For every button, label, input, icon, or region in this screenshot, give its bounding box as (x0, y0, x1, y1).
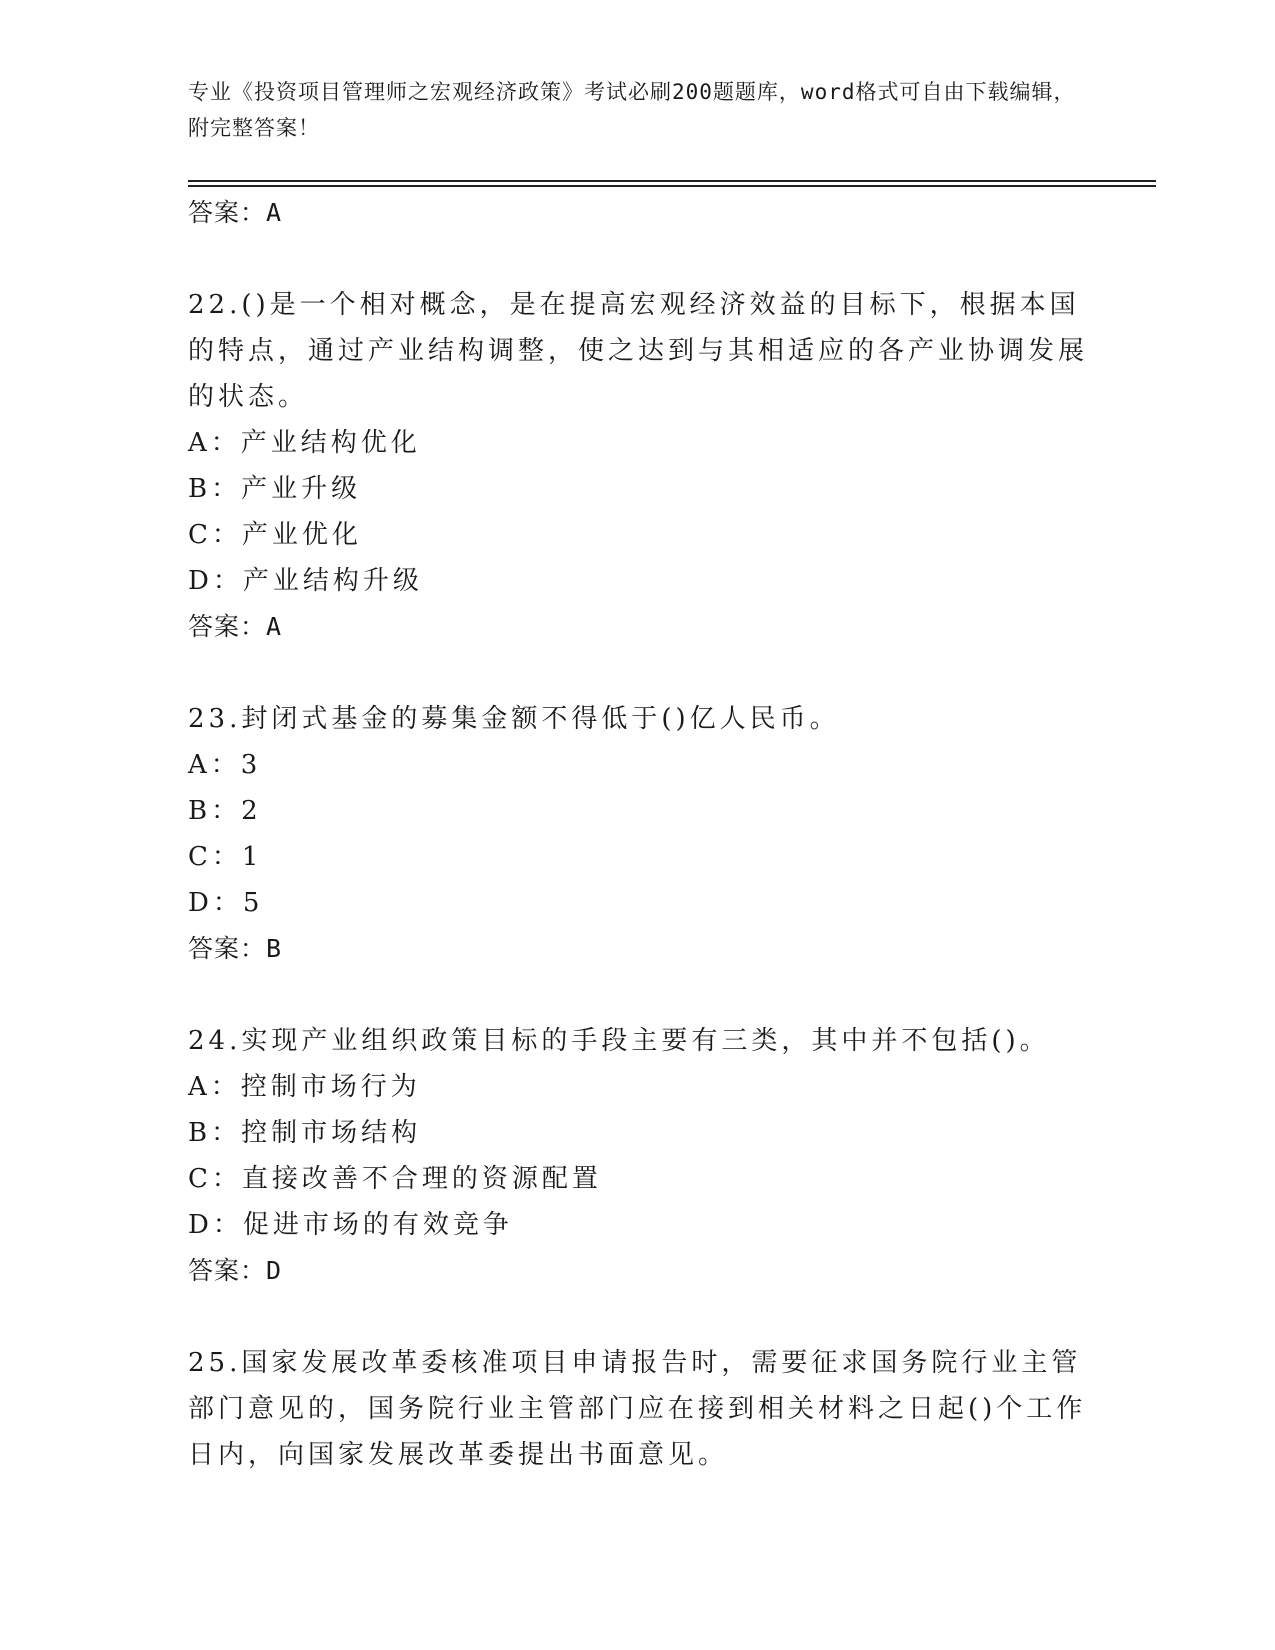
question-block (188, 696, 1108, 972)
option-c: C：直接改善不合理的资源配置 (188, 1164, 602, 1194)
option-b: B：控制市场结构 (188, 1118, 422, 1148)
option-c: C：产业优化 (188, 520, 362, 550)
question-block (188, 1340, 1108, 1478)
option-d: D：促进市场的有效竞争 (188, 1210, 513, 1240)
question-block (188, 1018, 1108, 1294)
header-divider-top (188, 180, 1156, 182)
option-b: B：产业升级 (188, 474, 362, 504)
option-a: A：产业结构优化 (188, 428, 421, 458)
option-a: A：控制市场行为 (188, 1072, 421, 1102)
document-header: 专业《投资项目管理师之宏观经济政策》考试必刷200题题库，word格式可自由下载编辑，附完整答案！ (188, 80, 1076, 140)
question-stem: 22.()是一个相对概念，是在提高宏观经济效益的目标下，根据本国的特点，通过产业结构调整，使之达到与其相适应的各产业协调发展的状态。 (188, 290, 1089, 412)
option-b: B：2 (188, 796, 262, 826)
answer-line: 答案：A (188, 198, 283, 227)
answer-line: 答案：B (188, 934, 283, 963)
question-list (188, 190, 1108, 1524)
answer-line: 答案：A (188, 612, 283, 641)
question-stem: 23.封闭式基金的募集金额不得低于()亿人民币。 (188, 704, 840, 734)
header-divider-bottom (188, 185, 1156, 187)
question-block (188, 282, 1108, 650)
option-d: D：产业结构升级 (188, 566, 423, 596)
question-stem: 24.实现产业组织政策目标的手段主要有三类，其中并不包括()。 (188, 1026, 1050, 1056)
option-d: D：5 (188, 888, 264, 918)
option-a: A：3 (188, 750, 262, 780)
answer-line: 答案：D (188, 1256, 283, 1285)
option-c: C：1 (188, 842, 263, 872)
question-stem: 25.国家发展改革委核准项目申请报告时，需要征求国务院行业主管部门意见的，国务院行业主管部门应在接到相关材料之日起()个工作日内，向国家发展改革委提出书面意见。 (188, 1348, 1087, 1470)
